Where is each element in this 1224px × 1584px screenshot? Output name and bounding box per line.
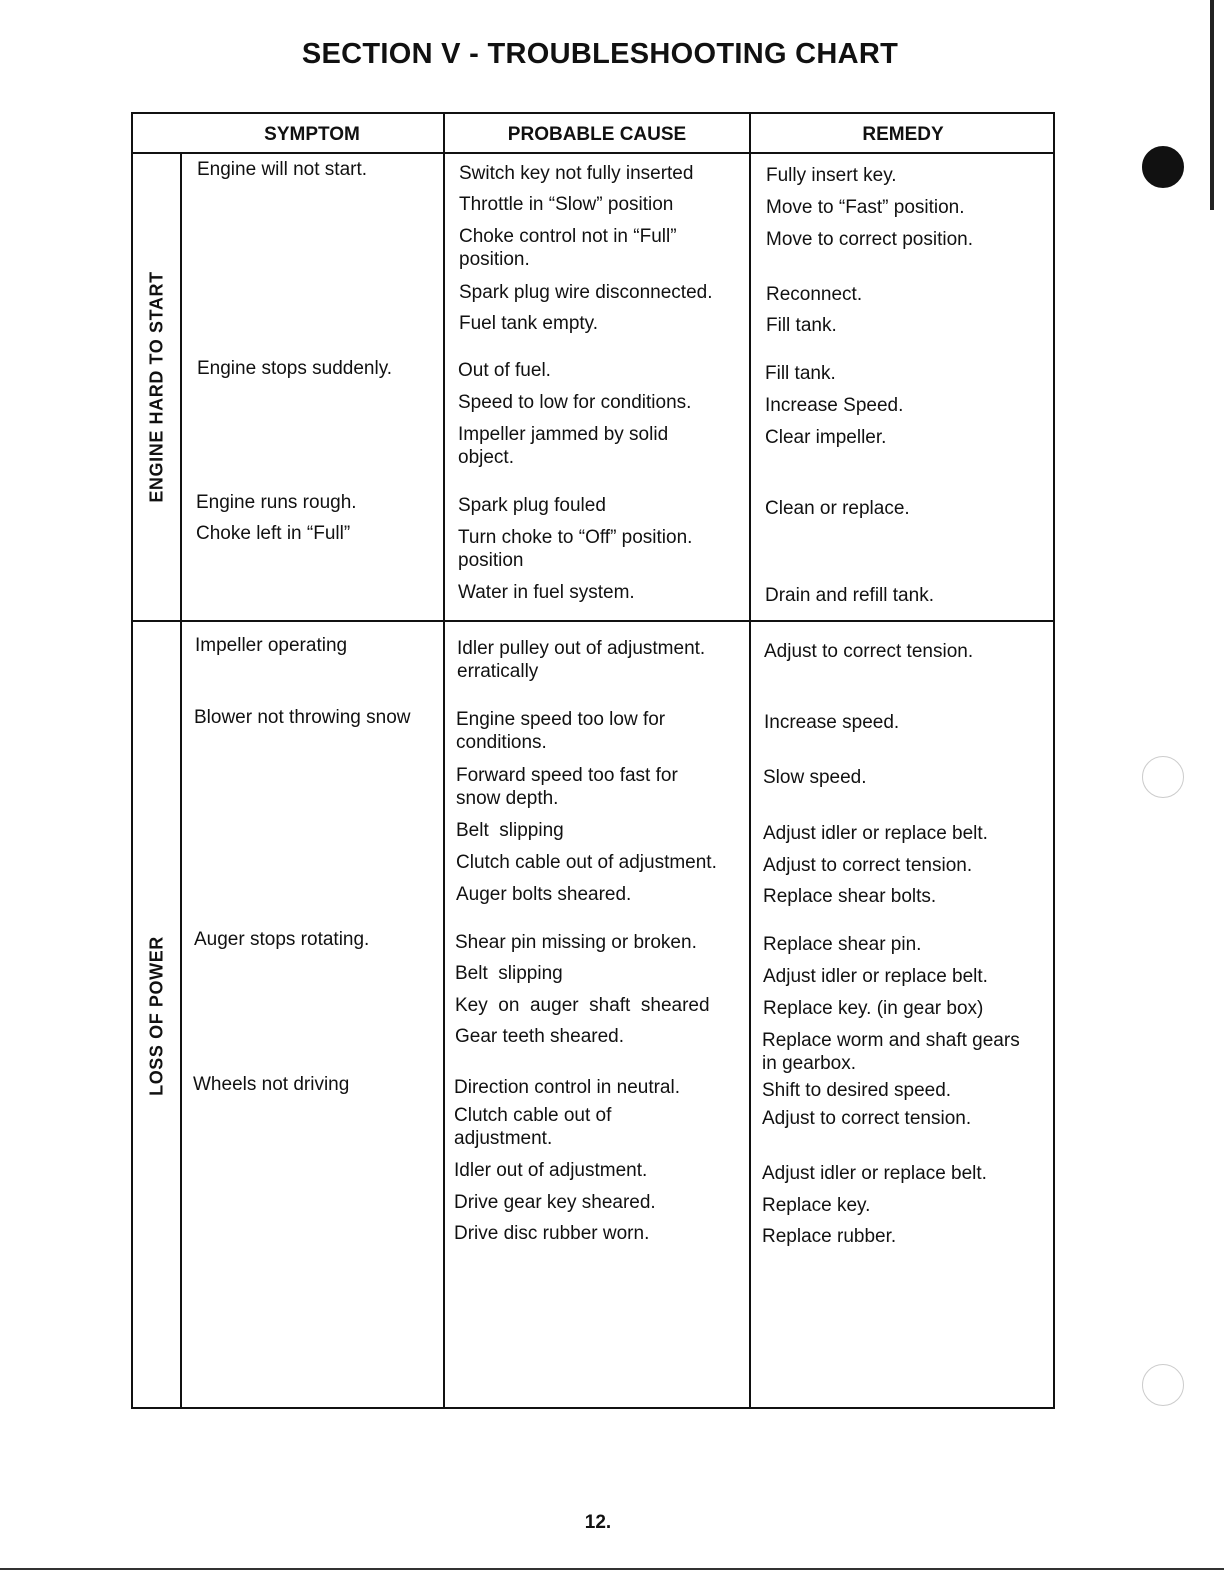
- cause-cell: Spark plug wire disconnected.: [459, 282, 713, 303]
- cause-cell: Switch key not fully inserted: [459, 163, 694, 184]
- punch-hole: [1142, 1364, 1184, 1406]
- remedy-cell: Replace key.: [762, 1195, 871, 1216]
- remedy-cell: Reconnect.: [766, 284, 863, 305]
- cause-cell: Gear teeth sheared.: [455, 1026, 624, 1047]
- page-title: SECTION V - TROUBLESHOOTING CHART: [301, 38, 899, 70]
- header-remedy: REMEDY: [862, 124, 944, 145]
- remedy-cell: Move to correct position.: [766, 229, 973, 250]
- symptom-cell: Auger stops rotating.: [194, 929, 370, 950]
- cause-cell: Turn choke to “Off” position. position: [458, 527, 693, 571]
- remedy-cell: Drain and refill tank.: [765, 585, 934, 606]
- cause-cell: Throttle in “Slow” position: [459, 194, 674, 215]
- cause-cell: Clutch cable out of adjustment.: [454, 1105, 612, 1149]
- cause-cell: Key on auger shaft sheared: [455, 995, 710, 1016]
- remedy-cell: Increase speed.: [764, 712, 900, 733]
- symptom-cause-divider: [443, 114, 445, 1407]
- remedy-cell: Adjust to correct tension.: [762, 1108, 972, 1129]
- cause-cell: Drive gear key sheared.: [454, 1192, 656, 1213]
- cause-cell: Shear pin missing or broken.: [455, 932, 697, 953]
- cause-cell: Idler pulley out of adjustment. erratically: [457, 638, 706, 682]
- cause-cell: Water in fuel system.: [458, 582, 635, 603]
- cause-cell: Drive disc rubber worn.: [454, 1223, 650, 1244]
- remedy-cell: Move to “Fast” position.: [766, 197, 965, 218]
- troubleshooting-table: [131, 112, 1055, 1409]
- punch-hole: [1142, 146, 1184, 188]
- cause-cell: Engine speed too low for conditions.: [456, 709, 666, 753]
- cause-cell: Clutch cable out of adjustment.: [456, 852, 717, 873]
- remedy-cell: Slow speed.: [763, 767, 867, 788]
- cause-remedy-divider: [749, 114, 751, 1407]
- cause-cell: Belt slipping: [455, 963, 563, 984]
- remedy-cell: Clean or replace.: [765, 498, 910, 519]
- cause-cell: Fuel tank empty.: [459, 313, 599, 334]
- header-divider: [133, 152, 1053, 154]
- remedy-cell: Adjust idler or replace belt.: [763, 966, 988, 987]
- symptom-cell: Blower not throwing snow: [194, 707, 411, 728]
- cause-cell: Belt slipping: [456, 820, 564, 841]
- remedy-cell: Fill tank.: [765, 363, 836, 384]
- cause-cell: Forward speed too fast for snow depth.: [456, 765, 678, 809]
- symptom-cell: Engine stops suddenly.: [197, 358, 393, 379]
- remedy-cell: Shift to desired speed.: [762, 1080, 952, 1101]
- remedy-cell: Adjust to correct tension.: [764, 641, 974, 662]
- cause-cell: Auger bolts sheared.: [456, 884, 632, 905]
- remedy-cell: Adjust idler or replace belt.: [763, 823, 988, 844]
- symptom-cell: Choke left in “Full”: [196, 523, 351, 544]
- remedy-cell: Replace rubber.: [762, 1226, 897, 1247]
- remedy-cell: Replace shear pin.: [763, 934, 922, 955]
- remedy-cell: Replace shear bolts.: [763, 886, 937, 907]
- remedy-cell: Fully insert key.: [766, 165, 897, 186]
- cause-cell: Direction control in neutral.: [454, 1077, 680, 1098]
- page-number: 12.: [584, 1512, 612, 1533]
- header-probable-cause: PROBABLE CAUSE: [507, 124, 687, 145]
- symptom-cell: Engine will not start.: [197, 159, 368, 180]
- cause-cell: Impeller jammed by solid object.: [458, 424, 669, 468]
- bottom-rule: [0, 1568, 1224, 1570]
- cause-cell: Spark plug fouled: [458, 495, 606, 516]
- remedy-cell: Replace key. (in gear box): [763, 998, 984, 1019]
- cause-cell: Idler out of adjustment.: [454, 1160, 648, 1181]
- remedy-cell: Fill tank.: [766, 315, 837, 336]
- remedy-cell: Clear impeller.: [765, 427, 887, 448]
- section-divider: [133, 620, 1053, 622]
- section-label-loss-of-power: LOSS OF POWER: [146, 935, 167, 1096]
- section-label-engine-hard-to-start: ENGINE HARD TO START: [146, 271, 167, 503]
- symptom-cell: Engine runs rough.: [196, 492, 357, 513]
- header-symptom: SYMPTOM: [264, 124, 360, 145]
- symptom-cell: Wheels not driving: [193, 1074, 350, 1095]
- cause-cell: Choke control not in “Full” position.: [459, 226, 677, 270]
- cause-cell: Speed to low for conditions.: [458, 392, 692, 413]
- symptom-cell: Impeller operating: [195, 635, 348, 656]
- cause-cell: Out of fuel.: [458, 360, 551, 381]
- remedy-cell: Increase Speed.: [765, 395, 904, 416]
- remedy-cell: Replace worm and shaft gears in gearbox.: [762, 1030, 1020, 1074]
- remedy-cell: Adjust to correct tension.: [763, 855, 973, 876]
- remedy-cell: Adjust idler or replace belt.: [762, 1163, 987, 1184]
- punch-hole: [1142, 756, 1184, 798]
- binder-edge-strip: [1210, 0, 1214, 210]
